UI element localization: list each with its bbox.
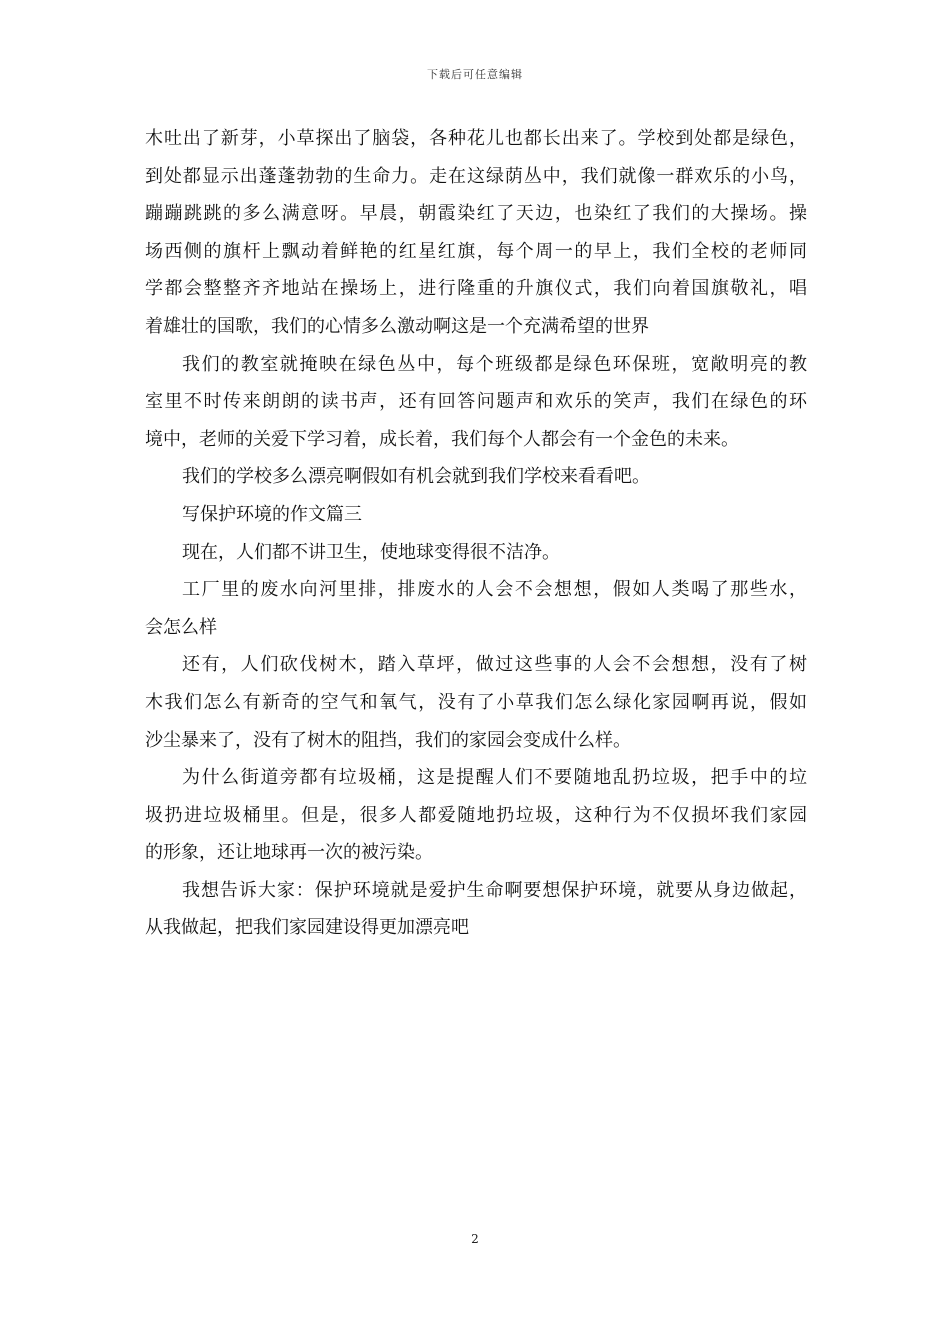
text-line: 到处都显示出蓬蓬勃勃的生命力。走在这绿荫丛中，我们就像一群欢乐的小鸟，: [145, 165, 807, 187]
text-line: 为什么街道旁都有垃圾桶，这是提醒人们不要随地乱扔垃圾，把手中的垃: [182, 767, 807, 789]
paragraph: [145, 646, 807, 759]
paragraph: [145, 759, 807, 872]
text-line: 着雄壮的国歌，我们的心情多么激动啊这是一个充满希望的世界: [145, 315, 649, 337]
paragraph: [145, 872, 807, 947]
text-line: 木我们怎么有新奇的空气和氧气，没有了小草我们怎么绿化家园啊再说，假如: [145, 691, 807, 713]
paragraph: [145, 120, 807, 346]
text-line: 圾扔进垃圾桶里。但是，很多人都爱随地扔垃圾，这种行为不仅损坏我们家园: [145, 804, 807, 826]
page-header: 下载后可任意编辑: [427, 68, 523, 81]
text-line: 写保护环境的作文篇三: [182, 503, 362, 525]
text-line: 木吐出了新芽，小草探出了脑袋，各种花儿也都长出来了。学校到处都是绿色，: [145, 128, 807, 149]
text-line: 现在，人们都不讲卫生，使地球变得很不洁净。: [182, 541, 560, 563]
section-heading: [145, 496, 807, 534]
text-line: 我想告诉大家：保护环境就是爱护生命啊要想保护环境，就要从身边做起，: [182, 879, 807, 901]
text-line: 境中，老师的关爱下学习着，成长着，我们每个人都会有一个金色的未来。: [145, 428, 739, 450]
text-line: 从我做起，把我们家园建设得更加漂亮吧: [145, 917, 469, 939]
text-line: 学都会整整齐齐地站在操场上，进行隆重的升旗仪式，我们向着国旗敬礼，唱: [145, 278, 807, 300]
text-line: 的形象，还让地球再一次的被污染。: [145, 842, 433, 864]
text-line: 还有，人们砍伐树木，踏入草坪，做过这些事的人会不会想想，没有了树: [182, 654, 807, 676]
paragraph: [145, 346, 807, 459]
document-body: [145, 120, 807, 947]
text-line: 场西侧的旗杆上飘动着鲜艳的红星红旗，每个周一的早上，我们全校的老师同: [145, 240, 807, 262]
text-line: 工厂里的废水向河里排，排废水的人会不会想想，假如人类喝了那些水，: [182, 579, 807, 601]
text-line: 蹦蹦跳跳的多么满意呀。早晨，朝霞染红了天边，也染红了我们的大操场。操: [145, 203, 807, 225]
page-number: 2: [471, 1232, 479, 1246]
text-line: 我们的学校多么漂亮啊假如有机会就到我们学校来看看吧。: [182, 466, 650, 488]
text-line: 我们的教室就掩映在绿色丛中，每个班级都是绿色环保班，宽敞明亮的教: [182, 353, 807, 375]
text-line: 沙尘暴来了，没有了树木的阻挡，我们的家园会变成什么样。: [145, 729, 631, 751]
paragraph: [145, 571, 807, 646]
paragraph: [145, 534, 807, 572]
text-line: 会怎么样: [145, 616, 217, 638]
paragraph: [145, 458, 807, 496]
text-line: 室里不时传来朗朗的读书声，还有回答问题声和欢乐的笑声，我们在绿色的环: [145, 391, 807, 413]
